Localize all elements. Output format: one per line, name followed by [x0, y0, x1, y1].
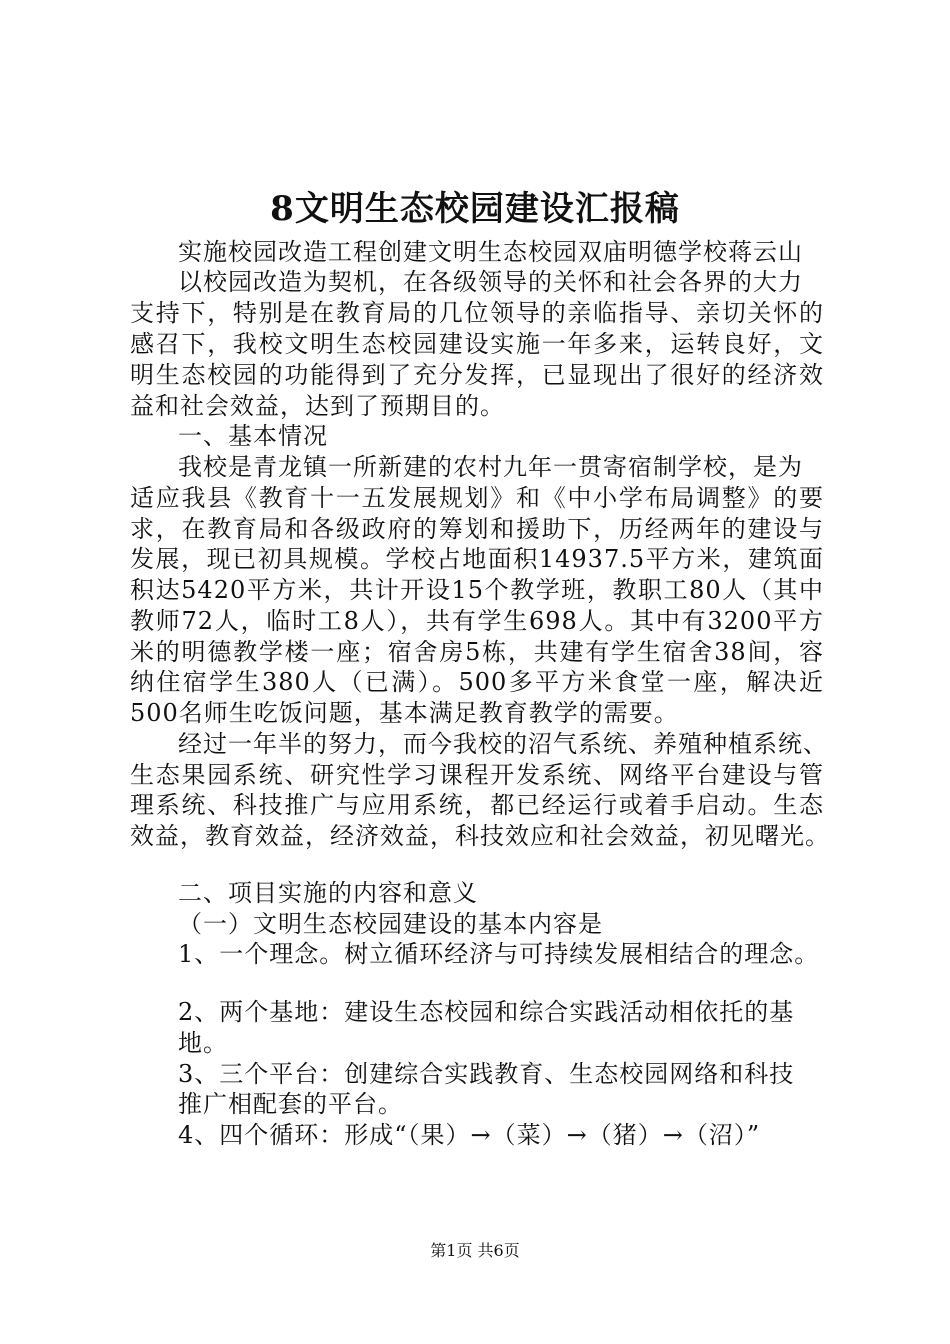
paragraph-line: 生态果园系统、研究性学习课程开发系统、网络平台建设与管 [130, 761, 824, 789]
subsection-heading: （一）文明生态校园建设的基本内容是 [178, 910, 603, 938]
paragraph-line: 发展，现已初具规模。学校占地面积14937.5平方米，建筑面 [130, 545, 824, 573]
document-title: 8文明生态校园建设汇报稿 [270, 189, 680, 229]
paragraph-line: 益和社会效益，达到了预期目的。 [130, 392, 505, 420]
paragraph-line: 明生态校园的功能得到了充分发挥，已显现出了很好的经济效 [130, 361, 824, 389]
subtitle-line: 实施校园改造工程创建文明生态校园双庙明德学校蒋云山 [178, 238, 803, 266]
list-item: 2、两个基地：建设生态校园和综合实践活动相依托的基 [178, 998, 795, 1026]
paragraph-line: 积达5420平方米，共计开设15个教学班，教职工80人（其中 [130, 576, 824, 604]
paragraph-line: 以校园改造为契机，在各级领导的关怀和社会各界的大力 [178, 268, 803, 296]
list-item: 1、一个理念。树立循环经济与可持续发展相结合的理念。 [178, 940, 820, 968]
section-heading: 二、项目实施的内容和意义 [178, 879, 478, 907]
paragraph-line: 500名师生吃饭问题，基本满足教育教学的需要。 [130, 699, 679, 727]
paragraph-line: 支持下，特别是在教育局的几位领导的亲临指导、亲切关怀的 [130, 299, 824, 327]
section-heading: 一、基本情况 [178, 422, 328, 450]
paragraph-line: 教师72人，临时工8人），共有学生698人。其中有3200平方 [130, 607, 824, 635]
list-item-continuation: 地。 [178, 1029, 228, 1057]
paragraph-line: 纳住宿学生380人（已满）。500多平方米食堂一座，解决近 [130, 668, 824, 696]
paragraph-line: 米的明德教学楼一座；宿舍房5栋，共建有学生宿舍38间，容 [130, 638, 824, 666]
page-footer: 第1页 共6页 [430, 1241, 520, 1260]
list-item: 4、四个循环：形成“（果）→（菜）→（猪）→（沼）” [178, 1121, 761, 1149]
paragraph-line: 效益，教育效益，经济效益，科技效应和社会效益，初见曙光。 [130, 822, 830, 850]
list-item: 3、三个平台：创建综合实践教育、生态校园网络和科技 [178, 1060, 795, 1088]
paragraph-line: 求，在教育局和各级政府的筹划和援助下，历经两年的建设与 [130, 515, 824, 543]
paragraph-line: 感召下，我校文明生态校园建设实施一年多来，运转良好，文 [130, 330, 824, 358]
list-item-continuation: 推广相配套的平台。 [178, 1090, 403, 1118]
paragraph-line: 适应我县《教育十一五发展规划》和《中小学布局调整》的要 [130, 484, 824, 512]
paragraph-line: 我校是青龙镇一所新建的农村九年一贯寄宿制学校，是为 [178, 453, 803, 481]
paragraph-line: 经过一年半的努力，而今我校的沼气系统、养殖种植系统、 [178, 730, 828, 758]
paragraph-line: 理系统、科技推广与应用系统，都已经运行或着手启动。生态 [130, 791, 824, 819]
